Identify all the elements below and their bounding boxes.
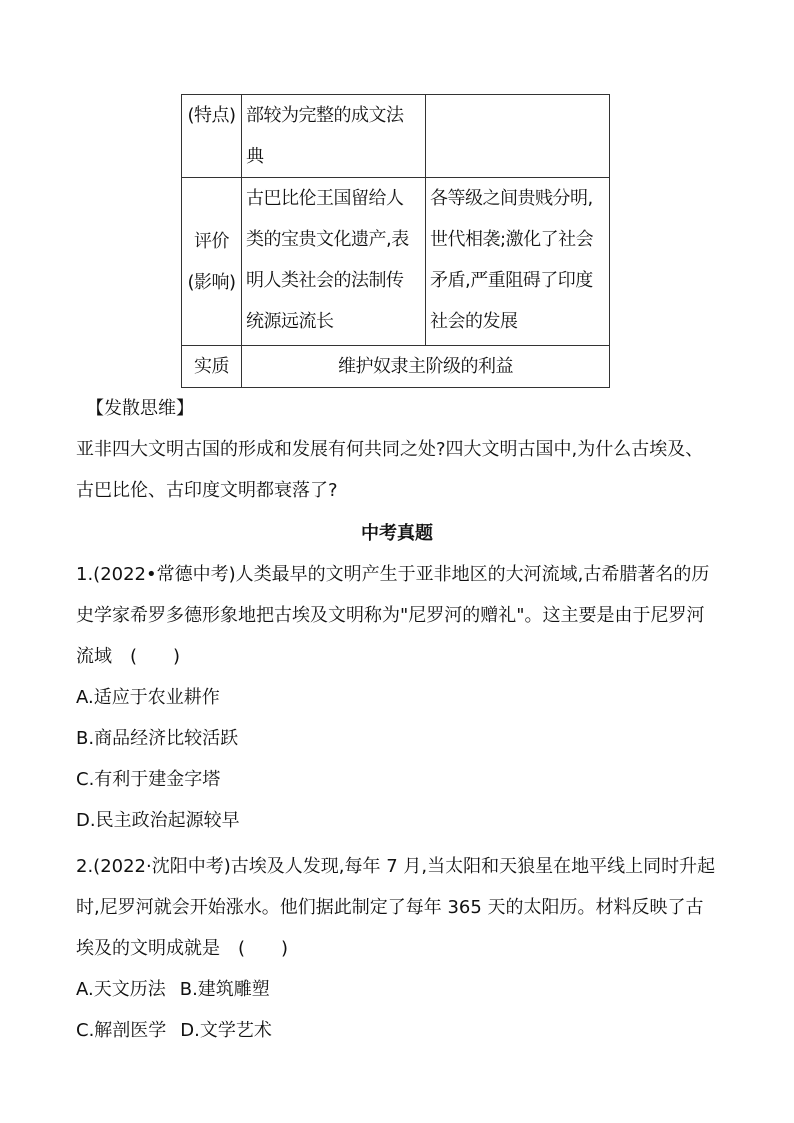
divergent-question: 亚非四大文明古国的形成和发展有何共同之处?四大文明古国中,为什么古埃及、 古巴比伦、古印度文明都衰落了? xyxy=(76,439,704,501)
row-label-feature: (特点) xyxy=(182,95,242,178)
q2-options-row-1 xyxy=(76,969,715,1010)
table-row-evaluation xyxy=(182,178,610,346)
section-title: 中考真题 xyxy=(361,523,433,544)
q2-option-a: A.天文历法 xyxy=(76,979,166,1000)
cell-india-evaluation: 各等级之间贵贱分明, 世代相袭;激化了社会 矛盾,严重阻碍了印度 社会的发展 xyxy=(426,178,610,346)
cell-babylon-evaluation: 古巴比伦王国留给人 类的宝贵文化遗产,表 明人类社会的法制传 统源远流长 xyxy=(242,178,426,346)
q2-option-d: D.文学艺术 xyxy=(180,1020,272,1041)
q2-option-c: C.解剖医学 xyxy=(76,1020,167,1041)
table-row-essence xyxy=(182,346,610,388)
cell-babylon-feature: 部较为完整的成文法 典 xyxy=(242,95,426,178)
question-1: 1.(2022•常德中考)人类最早的文明产生于亚非地区的大河流域,古希腊著名的历 史学家希罗多德形象地把古埃及文明称为"尼罗河的赠礼"。这主要是由于尼罗河 流域 ( ) A.适应于农业耕作 B.商品经济比较活跃 C.有利于建金字塔 D.民主政治起源较早 xyxy=(76,554,709,841)
cell-essence-value: 维护奴隶主阶级的利益 xyxy=(242,346,610,388)
comparison-table-wrap xyxy=(181,94,610,388)
q1-option-c: C.有利于建金字塔 xyxy=(76,769,221,790)
q1-option-b: B.商品经济比较活跃 xyxy=(76,728,239,749)
cell-india-feature xyxy=(426,95,610,178)
question-2: 2.(2022·沈阳中考)古埃及人发现,每年 7 月,当太阳和天狼星在地平线上同时升起 时,尼罗河就会开始涨水。他们据此制定了每年 365 天的太阳历。材料反映了古 埃及的文明成就是 ( ) A.天文历法 B.建筑雕塑 C.解剖医学 D.文学艺术 xyxy=(76,846,715,1051)
comparison-table xyxy=(181,94,610,388)
divergent-heading: 【发散思维】 xyxy=(86,398,194,419)
row-label-essence: 实质 xyxy=(182,346,242,388)
q1-option-d: D.民主政治起源较早 xyxy=(76,810,240,831)
q2-option-b: B.建筑雕塑 xyxy=(179,979,270,1000)
q1-option-a: A.适应于农业耕作 xyxy=(76,687,220,708)
table-row-feature xyxy=(182,95,610,178)
row-label-evaluation: 评价 (影响) xyxy=(182,178,242,346)
q2-options-row-2 xyxy=(76,1010,715,1051)
